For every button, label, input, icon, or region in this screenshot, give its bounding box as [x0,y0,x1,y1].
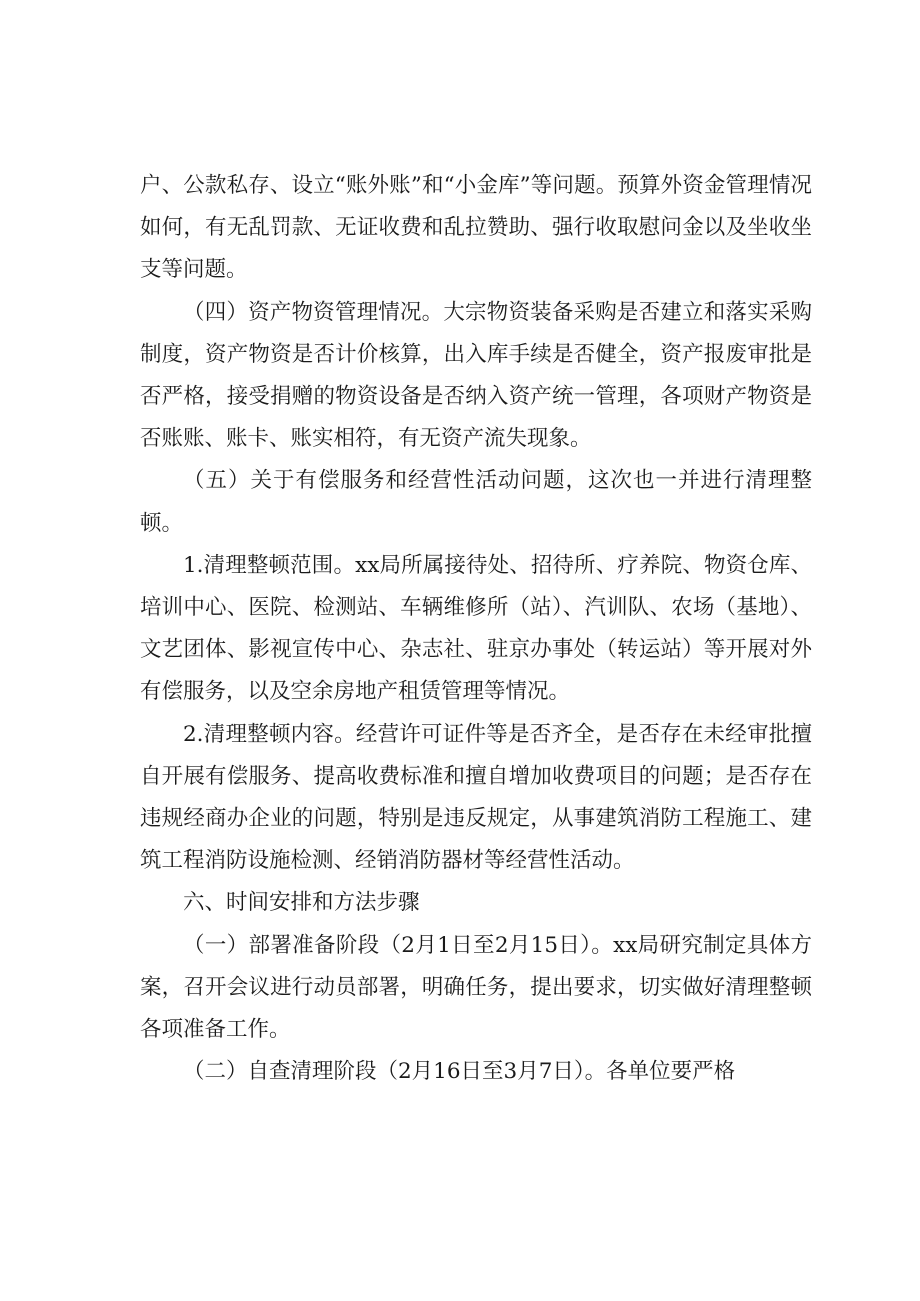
section-heading-schedule: 六、时间安排和方法步骤 [183,890,420,916]
paragraph-content: 2.清理整顿内容。经营许可证件等是否齐全，是否存在未经审批擅自开展有偿服务、提高收费标准和擅自增加收费项目的问题；是否存在违规经商办企业的问题，特别是违反规定，从事建筑消防工程施工、建筑工程消防设施检测、经销消防器材等经营性活动。 [140,721,812,874]
paragraph-asset-management: （四）资产物资管理情况。大宗物资装备采购是否建立和落实采购制度，资产物资是否计价核算，出入库手续是否健全，资产报废审批是否严格，接受捐赠的物资设备是否纳入资产统一管理，各项财产物资是否账账、账卡、账实相符，有无资产流失现象。 [140,299,812,452]
paragraph-paid-services: （五）关于有偿服务和经营性活动问题，这次也一并进行清理整顿。 [140,468,812,536]
document-body [140,165,812,1093]
paragraph-preparation-stage: （一）部署准备阶段（2月1日至2月15日）。xx局研究制定具体方案，召开会议进行动员部署，明确任务，提出要求，切实做好清理整顿各项准备工作。 [140,932,812,1043]
paragraph-continued: 户、公款私存、设立“账外账”和“小金库”等问题。预算外资金管理情况如何，有无乱罚款、无证收费和乱拉赞助、强行收取慰问金以及坐收坐支等问题。 [140,173,812,283]
paragraph-scope: 1.清理整顿范围。xx局所属接待处、招待所、疗养院、物资仓库、培训中心、医院、检测站、车辆维修所（站）、汽训队、农场（基地）、文艺团体、影视宣传中心、杂志社、驻京办事处（转运站）等开展对外有偿服务，以及空余房地产租赁管理等情况。 [140,552,812,705]
paragraph-self-check-stage: （二）自查清理阶段（2月16日至3月7日）。各单位要严格 [183,1059,736,1085]
